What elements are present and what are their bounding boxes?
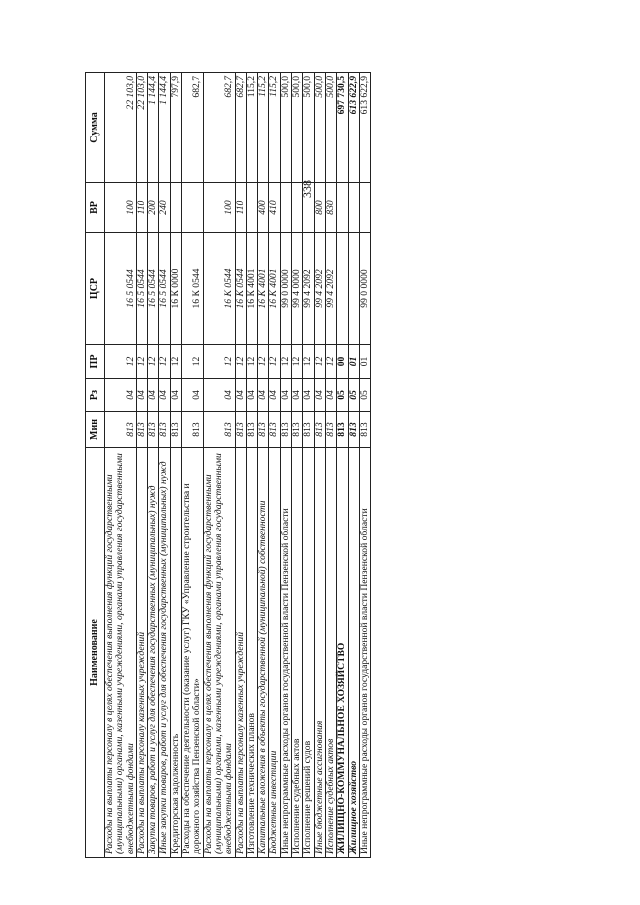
- cell-rz: 04: [325, 379, 336, 412]
- cell-name: Исполнение судебных актов: [292, 448, 303, 858]
- cell-pr: 12: [280, 345, 291, 379]
- cell-csr: 99 4 2092: [303, 233, 314, 345]
- cell-sum: 500,0: [280, 73, 291, 183]
- cell-pr: 12: [182, 345, 204, 379]
- cell-csr: 16 5 0544: [105, 233, 137, 345]
- cell-name: Бюджетные инвестиции: [269, 448, 280, 858]
- cell-min: 813: [203, 412, 235, 448]
- cell-vr: 830: [325, 183, 336, 233]
- cell-pr: 12: [292, 345, 303, 379]
- cell-min: 813: [182, 412, 204, 448]
- cell-name: Расходы на выплаты персоналу казенных учреждений: [136, 448, 147, 858]
- cell-name: Расходы на обеспечение деятельности (оказание услуг) ГКУ «Управление строительства и дорожного хозяйства Пензенской области»: [182, 448, 204, 858]
- cell-csr: 99 4 2092: [314, 233, 325, 345]
- cell-vr: 110: [235, 183, 246, 233]
- cell-sum: 115,2: [246, 73, 257, 183]
- cell-rz: 04: [136, 379, 147, 412]
- cell-csr: 16 К 0544: [235, 233, 246, 345]
- cell-csr: 16 К 4001: [269, 233, 280, 345]
- cell-sum: 613 622,9: [348, 73, 359, 183]
- cell-min: 813: [314, 412, 325, 448]
- cell-rz: 04: [303, 379, 314, 412]
- cell-pr: 12: [269, 345, 280, 379]
- cell-rz: 05: [348, 379, 359, 412]
- cell-rz: 04: [235, 379, 246, 412]
- cell-min: 813: [280, 412, 291, 448]
- cell-csr: 16 К 0544: [182, 233, 204, 345]
- cell-rz: 05: [337, 379, 348, 412]
- cell-name: Исполнение решений судов: [303, 448, 314, 858]
- cell-pr: 12: [170, 345, 181, 379]
- header-csr: ЦСР: [86, 233, 105, 345]
- header-pr: ПР: [86, 345, 105, 379]
- cell-vr: [292, 183, 303, 233]
- cell-csr: 99 0 0000: [359, 233, 370, 345]
- cell-name: Расходы на выплаты персоналу в целях обеспечения выполнения функций государственными (муниципальными) органами, казенными учреждениями, органами управления государственными внебюджетными фондами: [203, 448, 235, 858]
- cell-name: Кредиторская задолженность: [170, 448, 181, 858]
- page-number: 338: [300, 180, 314, 198]
- table-row: [303, 73, 314, 858]
- cell-min: 813: [136, 412, 147, 448]
- budget-table-rotated: [85, 73, 529, 858]
- cell-min: 813: [359, 412, 370, 448]
- cell-min: 813: [303, 412, 314, 448]
- cell-pr: 12: [203, 345, 235, 379]
- cell-min: 813: [105, 412, 137, 448]
- cell-vr: 240: [159, 183, 170, 233]
- header-sum: Сумма: [86, 73, 105, 183]
- cell-vr: 100: [203, 183, 235, 233]
- cell-pr: 00: [337, 345, 348, 379]
- cell-vr: 400: [258, 183, 269, 233]
- cell-rz: 04: [314, 379, 325, 412]
- cell-vr: 410: [269, 183, 280, 233]
- cell-pr: 12: [258, 345, 269, 379]
- cell-vr: [280, 183, 291, 233]
- table-row: [337, 73, 348, 858]
- cell-vr: [246, 183, 257, 233]
- cell-vr: 110: [136, 183, 147, 233]
- cell-min: 813: [246, 412, 257, 448]
- table-row: [246, 73, 257, 858]
- cell-rz: 04: [258, 379, 269, 412]
- cell-name: Жилищное хозяйство: [348, 448, 359, 858]
- budget-table: [85, 72, 371, 858]
- cell-min: 813: [235, 412, 246, 448]
- cell-rz: 04: [280, 379, 291, 412]
- cell-sum: 682,7: [235, 73, 246, 183]
- cell-pr: 12: [148, 345, 159, 379]
- cell-csr: [337, 233, 348, 345]
- cell-rz: 04: [159, 379, 170, 412]
- cell-rz: 04: [170, 379, 181, 412]
- cell-sum: 500,0: [314, 73, 325, 183]
- cell-name: Изготовление технических планов: [246, 448, 257, 858]
- cell-rz: 04: [182, 379, 204, 412]
- cell-vr: [303, 183, 314, 233]
- cell-min: 813: [170, 412, 181, 448]
- table-row: [203, 73, 235, 858]
- cell-sum: 613 622,9: [359, 73, 370, 183]
- cell-pr: 12: [314, 345, 325, 379]
- cell-name: Иные закупки товаров, работ и услуг для обеспечения государственных (муниципальных) нужд: [159, 448, 170, 858]
- table-row: [269, 73, 280, 858]
- cell-min: 813: [148, 412, 159, 448]
- table-row: [105, 73, 137, 858]
- cell-csr: 16 5 0544: [148, 233, 159, 345]
- cell-min: 813: [159, 412, 170, 448]
- cell-min: 813: [325, 412, 336, 448]
- cell-vr: [337, 183, 348, 233]
- cell-vr: [348, 183, 359, 233]
- cell-name: Иные непрограммные расходы органов государственной власти Пензенской области: [359, 448, 370, 858]
- cell-sum: 682,7: [182, 73, 204, 183]
- cell-sum: 697 730,5: [337, 73, 348, 183]
- cell-csr: [348, 233, 359, 345]
- cell-rz: 04: [292, 379, 303, 412]
- cell-name: Исполнение судебных актов: [325, 448, 336, 858]
- cell-sum: 682,7: [203, 73, 235, 183]
- cell-rz: 04: [269, 379, 280, 412]
- cell-csr: 99 0 0000: [280, 233, 291, 345]
- cell-csr: 16 К 0000: [170, 233, 181, 345]
- cell-pr: 01: [359, 345, 370, 379]
- cell-name: ЖИЛИЩНО-КОММУНАЛЬНОЕ ХОЗЯЙСТВО: [337, 448, 348, 858]
- header-min: Мин: [86, 412, 105, 448]
- cell-vr: 100: [105, 183, 137, 233]
- table-row: [136, 73, 147, 858]
- cell-vr: [170, 183, 181, 233]
- header-vr: ВР: [86, 183, 105, 233]
- table-row: [359, 73, 370, 858]
- header-rz: Рз: [86, 379, 105, 412]
- cell-csr: 16 К 4001: [246, 233, 257, 345]
- table-row: [314, 73, 325, 858]
- cell-name: Закупка товаров, работ и услуг для обеспечения государственных (муниципальных) нужд: [148, 448, 159, 858]
- cell-min: 813: [269, 412, 280, 448]
- cell-pr: 12: [303, 345, 314, 379]
- cell-sum: 22 103,0: [105, 73, 137, 183]
- cell-rz: 04: [105, 379, 137, 412]
- cell-csr: 99 4 0000: [292, 233, 303, 345]
- table-row: [280, 73, 291, 858]
- table-row: [170, 73, 181, 858]
- cell-sum: 1 144,4: [148, 73, 159, 183]
- cell-vr: 800: [314, 183, 325, 233]
- header-row: [86, 73, 105, 858]
- table-row: [348, 73, 359, 858]
- cell-sum: 115,2: [269, 73, 280, 183]
- cell-pr: 12: [246, 345, 257, 379]
- cell-min: 813: [337, 412, 348, 448]
- cell-min: 813: [258, 412, 269, 448]
- cell-csr: 16 К 4001: [258, 233, 269, 345]
- cell-vr: [359, 183, 370, 233]
- cell-csr: 16 5 0544: [136, 233, 147, 345]
- cell-min: 813: [348, 412, 359, 448]
- cell-rz: 04: [246, 379, 257, 412]
- header-name: Наименование: [86, 448, 105, 858]
- cell-sum: 797,9: [170, 73, 181, 183]
- table-row: [159, 73, 170, 858]
- cell-name: Расходы на выплаты персоналу в целях обеспечения выполнения функций государственными (муниципальными) органами, казенными учреждениями, органами управления государственными внебюджетными фондами: [105, 448, 137, 858]
- cell-sum: 500,0: [325, 73, 336, 183]
- cell-pr: 12: [159, 345, 170, 379]
- cell-pr: 12: [325, 345, 336, 379]
- table-row: [235, 73, 246, 858]
- table-row: [258, 73, 269, 858]
- cell-pr: 12: [136, 345, 147, 379]
- cell-pr: 12: [235, 345, 246, 379]
- cell-rz: 04: [203, 379, 235, 412]
- cell-rz: 04: [148, 379, 159, 412]
- cell-csr: 16 5 0544: [159, 233, 170, 345]
- cell-pr: 12: [105, 345, 137, 379]
- table-row: [292, 73, 303, 858]
- cell-name: Капитальные вложения в объекты государственной (муниципальной) собственности: [258, 448, 269, 858]
- cell-vr: [182, 183, 204, 233]
- cell-rz: 05: [359, 379, 370, 412]
- cell-pr: 01: [348, 345, 359, 379]
- cell-sum: 1 144,4: [159, 73, 170, 183]
- cell-name: Иные непрограммные расходы органов государственной власти Пензенской области: [280, 448, 291, 858]
- table-row: [182, 73, 204, 858]
- cell-csr: 99 4 2092: [325, 233, 336, 345]
- table-row: [148, 73, 159, 858]
- cell-name: Расходы на выплаты персоналу казенных учреждений: [235, 448, 246, 858]
- cell-csr: 16 К 0544: [203, 233, 235, 345]
- cell-sum: 22 103,0: [136, 73, 147, 183]
- cell-name: Иные бюджетные ассигнования: [314, 448, 325, 858]
- cell-sum: 500,0: [292, 73, 303, 183]
- cell-sum: 500,0: [303, 73, 314, 183]
- cell-sum: 115,2: [258, 73, 269, 183]
- cell-min: 813: [292, 412, 303, 448]
- cell-vr: 200: [148, 183, 159, 233]
